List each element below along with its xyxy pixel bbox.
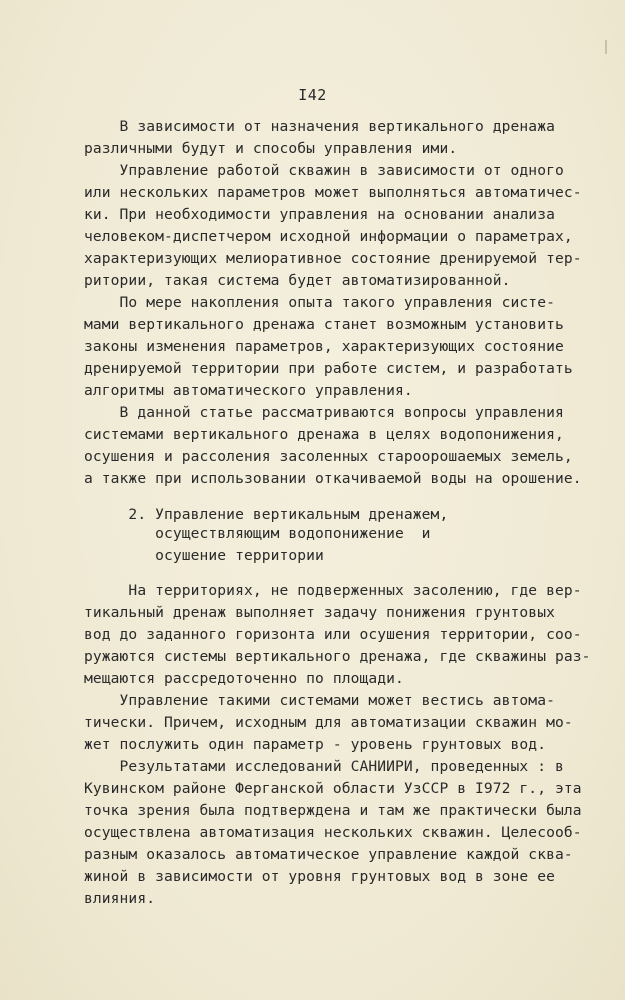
- text-line: вод до заданного горизонта или осушения территории, соо-: [84, 626, 582, 643]
- text-line: человеком-диспетчером исходной информации о параметрах,: [84, 228, 573, 245]
- text-line: осуществлена автоматизация нескольких скважин. Целесооб-: [84, 824, 582, 841]
- section-heading: 2. Управление вертикальным дренажем,: [84, 506, 449, 523]
- text-line: ружаются системы вертикального дренажа, где скважины раз-: [84, 648, 591, 665]
- text-line: точка зрения была подтверждена и там же практически была: [84, 802, 582, 819]
- text-line: законы изменения параметров, характеризующих состояние: [84, 338, 564, 355]
- text-line: характеризующих мелиоративное состояние дренируемой тер-: [84, 250, 582, 267]
- text-line: влияния.: [84, 890, 156, 907]
- text-line: В данной статье рассматриваются вопросы управления: [84, 404, 564, 421]
- scan-edge-mark: [605, 40, 607, 54]
- text-line: системами вертикального дренажа в целях водопонижения,: [84, 426, 564, 443]
- text-line: дренируемой территории при работе систем, и разработать: [84, 360, 573, 377]
- text-line: осушения и рассоления засоленных староорошаемых земель,: [84, 448, 573, 465]
- text-line: По мере накопления опыта такого управления систе-: [84, 294, 555, 311]
- text-line: тикальный дренаж выполняет задачу понижения грунтовых: [84, 604, 555, 621]
- text-line: жет послужить один параметр - уровень грунтовых вод.: [84, 736, 547, 753]
- text-line: тически. Причем, исходным для автоматизации скважин мо-: [84, 714, 573, 731]
- text-line: жиной в зависимости от уровня грунтовых вод в зоне ее: [84, 868, 555, 885]
- text-line: мами вертикального дренажа станет возможным установить: [84, 316, 564, 333]
- text-line: разным оказалось автоматическое управление каждой сква-: [84, 846, 573, 863]
- section-heading: осушение территории: [84, 547, 324, 564]
- section-heading: осуществляющим водопонижение и: [84, 525, 431, 542]
- text-line: мещаются рассредоточенно по площади.: [84, 670, 404, 687]
- text-line: На территориях, не подверженных засолению, где вер-: [84, 582, 582, 599]
- text-line: Кувинском районе Ферганской области УзССР в I972 г., эта: [84, 780, 582, 797]
- text-line: или нескольких параметров может выполняться автоматичес-: [84, 184, 582, 201]
- page-number: I42: [298, 86, 327, 104]
- text-line: алгоритмы автоматического управления.: [84, 382, 413, 399]
- text-line: ки. При необходимости управления на основании анализа: [84, 206, 555, 223]
- text-line: ритории, такая система будет автоматизированной.: [84, 272, 511, 289]
- text-line: В зависимости от назначения вертикального дренажа: [84, 118, 555, 135]
- text-line: Управление такими системами может вестись автома-: [84, 692, 555, 709]
- text-line: а также при использовании откачиваемой воды на орошение.: [84, 470, 582, 487]
- text-line: различными будут и способы управления ими.: [84, 140, 458, 157]
- text-line: Управление работой скважин в зависимости от одного: [84, 162, 564, 179]
- text-line: Результатами исследований САНИИРИ, проведенных : в: [84, 758, 564, 775]
